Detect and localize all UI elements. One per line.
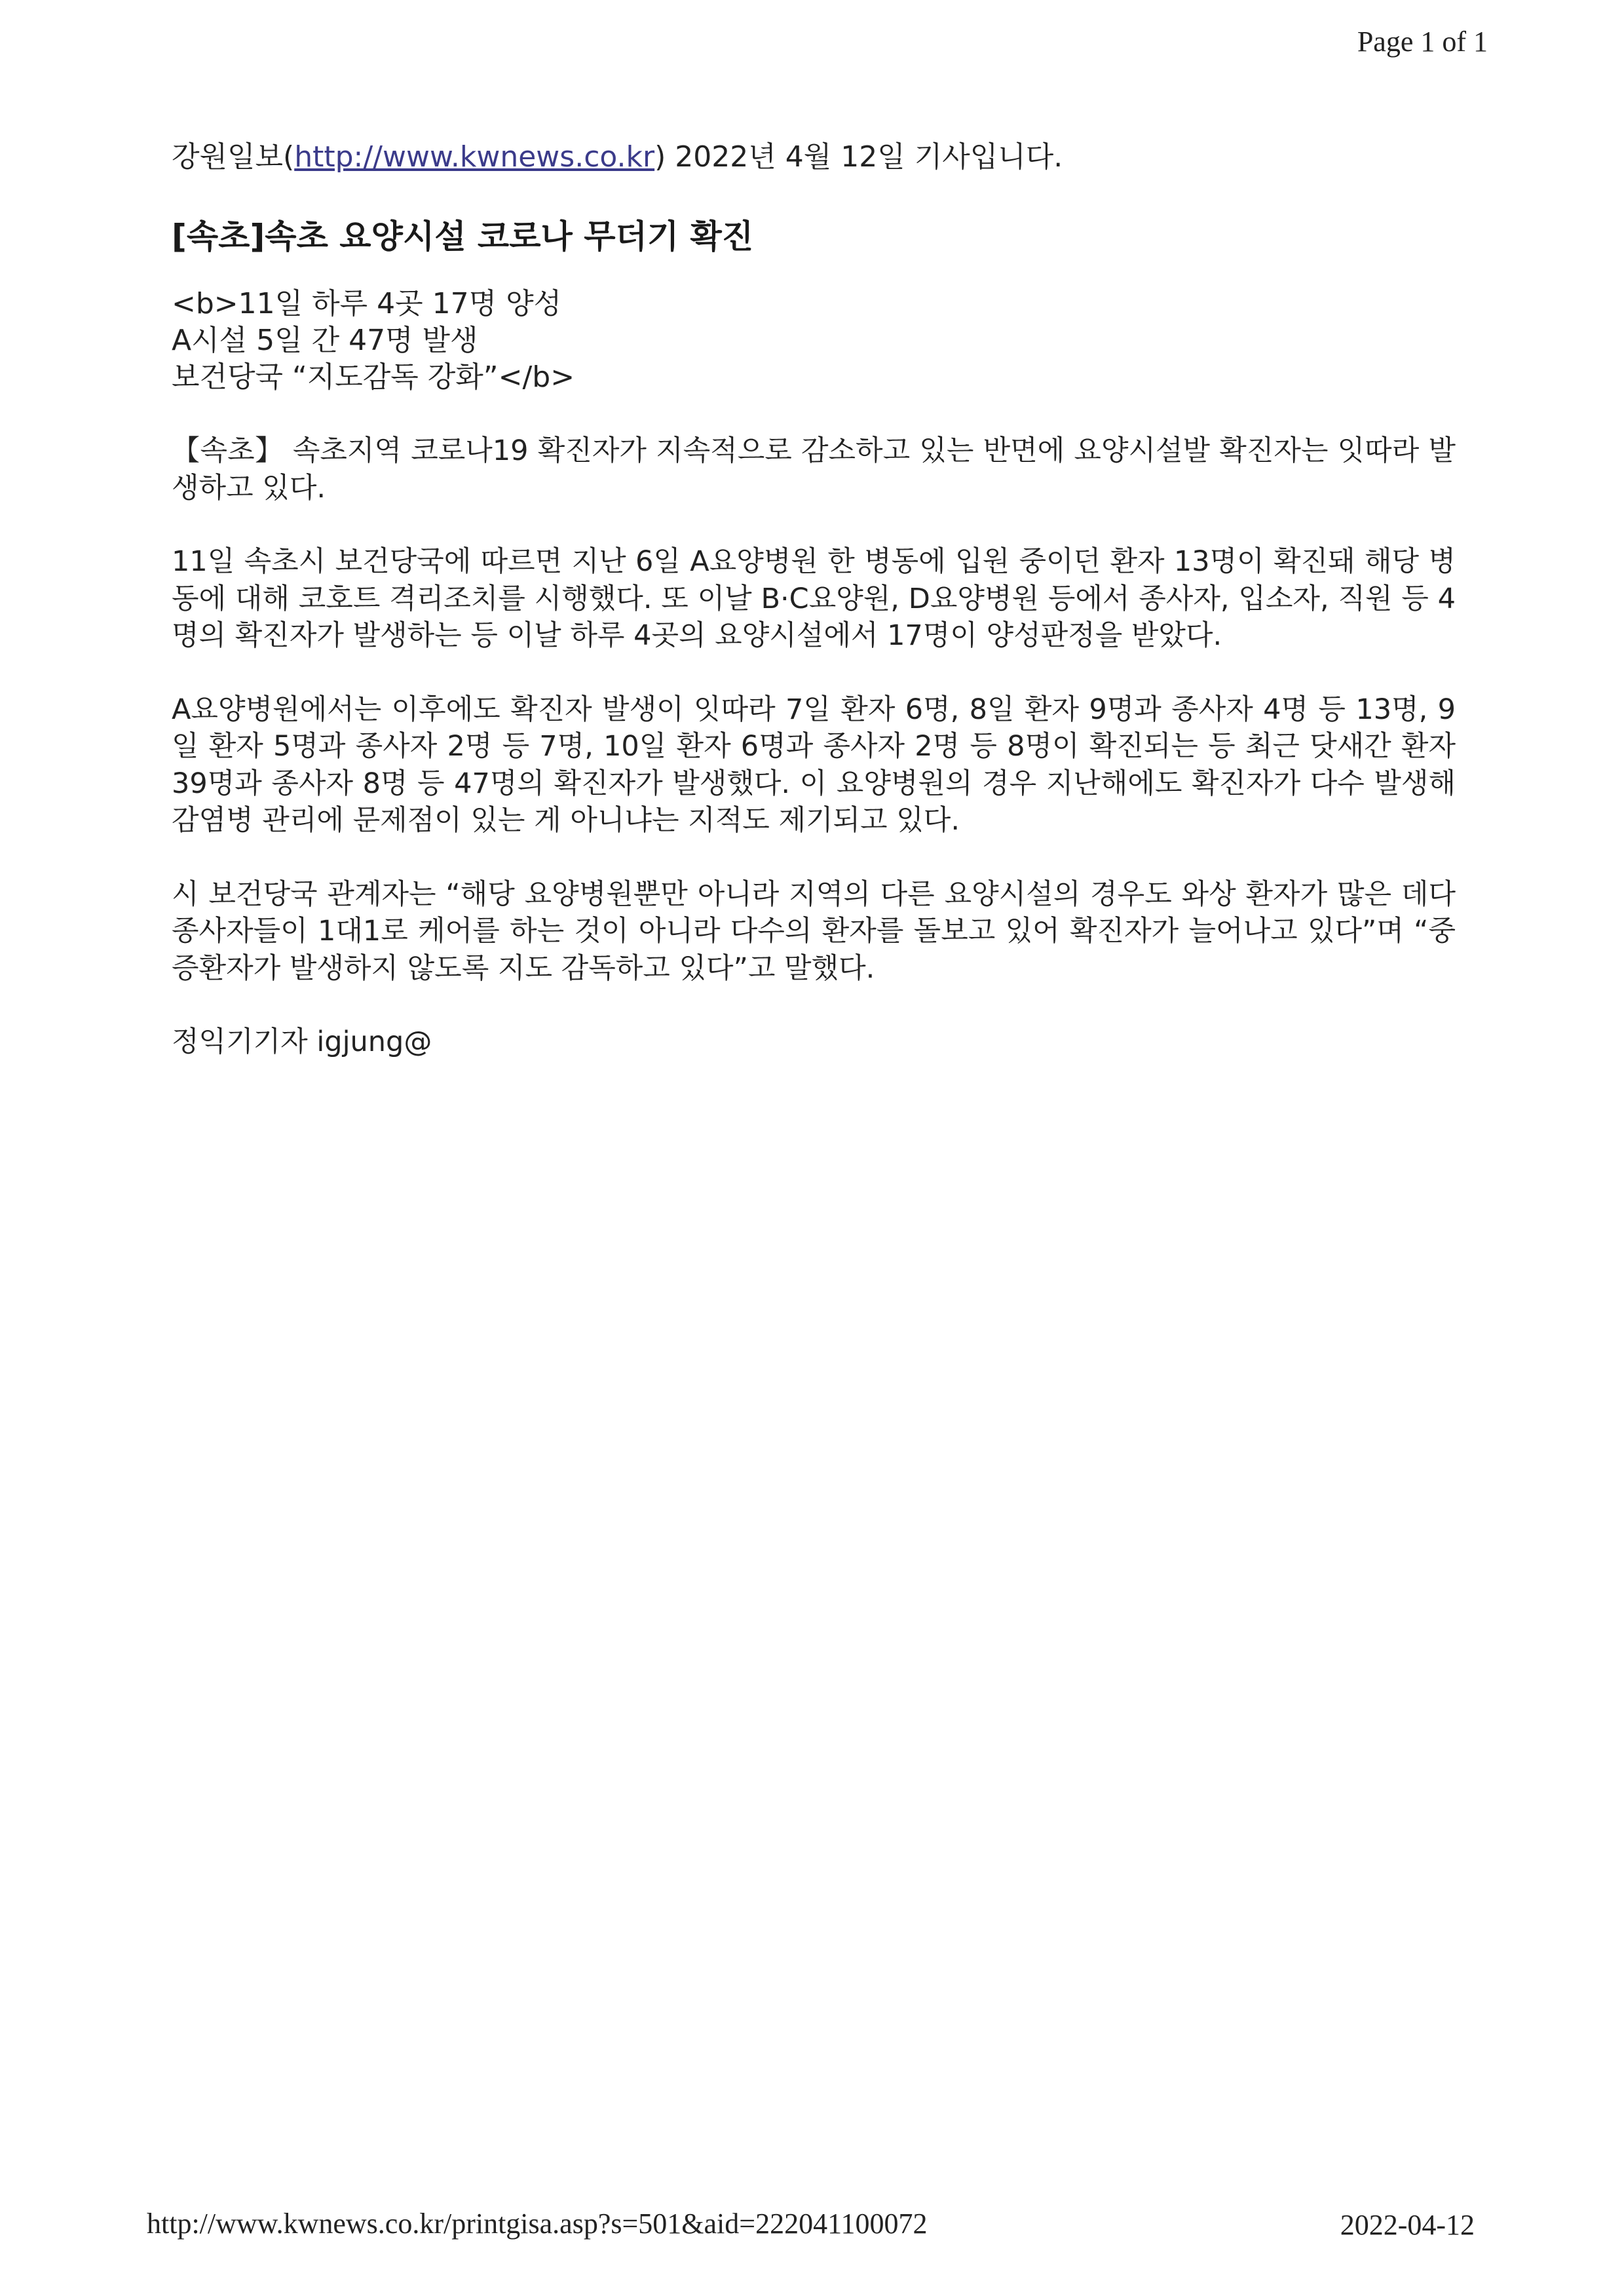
- article-body: [172, 138, 1456, 1060]
- article-paragraph: 11일 속초시 보건당국에 따르면 지난 6일 A요양병원 한 병동에 입원 중이던 환자 13명이 확진돼 해당 병동에 대해 코호트 격리조치를 시행했다. 또 이날 B·C요양원, D요양병원 등에서 종사자, 입소자, 직원 등 4명의 확진자가 발생하는 등 이날 하루 4곳의 요양시설에서 17명이 양성판정을 받았다.: [172, 545, 1456, 652]
- article-paragraph: 시 보건당국 관계자는 “해당 요양병원뿐만 아니라 지역의 다른 요양시설의 경우도 와상 환자가 많은 데다 종사자들이 1대1로 케어를 하는 것이 아니라 다수의 환자를 돌보고 있어 확진자가 늘어나고 있다”며 “중증환자가 발생하지 않도록 지도 감독하고 있다”고 말했다.: [172, 877, 1456, 985]
- source-prefix: 강원일보(: [172, 140, 295, 174]
- page-indicator: Page 1 of 1: [1357, 26, 1488, 58]
- source-link[interactable]: http://www.kwnews.co.kr: [294, 140, 655, 174]
- article-paragraph: A요양병원에서는 이후에도 확진자 발생이 잇따라 7일 환자 6명, 8일 환자 9명과 종사자 4명 등 13명, 9일 환자 5명과 종사자 2명 등 7명, 10일 환자 6명과 종사자 2명 등 8명이 확진되는 등 최근 닷새간 환자 39명과 종사자 8명 등 47명의 확진자가 발생했다. 이 요양병원의 경우 지난해에도 확진자가 다수 발생해 감염병 관리에 문제점이 있는 게 아니냐는 지적도 제기되고 있다.: [172, 693, 1456, 837]
- article-byline: 정익기기자 igjung@: [172, 1025, 432, 1058]
- article-subhead: [172, 286, 1456, 396]
- source-line: [172, 138, 1456, 177]
- subhead-line: 보건당국 “지도감독 강화”</b>: [172, 360, 575, 394]
- source-suffix: ) 2022년 4월 12일 기사입니다.: [654, 140, 1063, 174]
- article-headline: [속초]속초 요양시설 코로나 무더기 확진: [172, 218, 754, 256]
- footer-print-url: http://www.kwnews.co.kr/printgisa.asp?s=501&aid=222041100072: [147, 2208, 928, 2240]
- subhead-line: A시설 5일 간 47명 발생: [172, 324, 478, 357]
- footer-date: 2022-04-12: [1340, 2209, 1475, 2241]
- subhead-line: <b>11일 하루 4곳 17명 양성: [172, 287, 562, 320]
- article-paragraph: 【속초】 속초지역 코로나19 확진자가 지속적으로 감소하고 있는 반면에 요양시설발 확진자는 잇따라 발생하고 있다.: [172, 434, 1456, 505]
